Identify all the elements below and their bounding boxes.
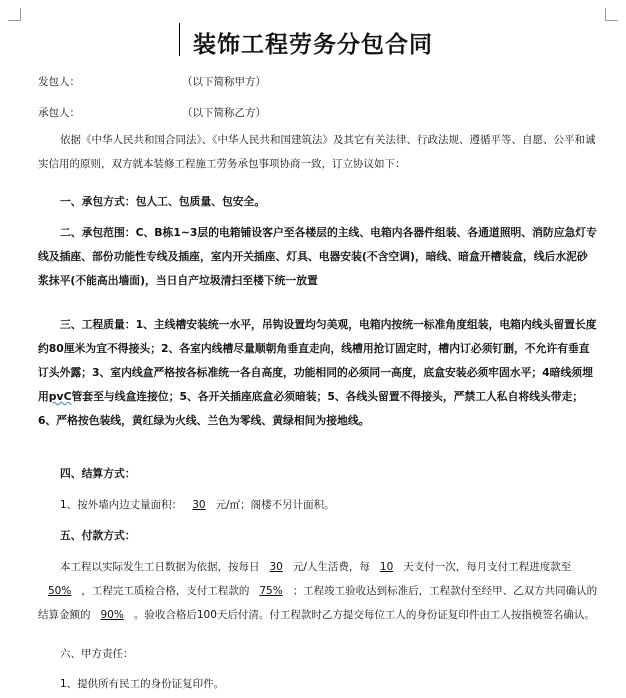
daily-allowance-field: 30	[269, 561, 283, 573]
section-3: 三、工程质量：1、主线槽安装统一水平，吊钩设置均匀美观，电箱内按统一标准角度组装，电箱内线头留置长度约80厘米为宜不得接头；2、各室内线槽尽量顺朝角垂直走向，线槽用抢订固定时，槽内订必须钉删，不允许有垂直订头外露；3、室内线盒严格按各标准统一各自高度，功能相同的必须同一高度，底盒安装必须牢固水平；4暗线须埋用pvC管套至与线盒连接位；5、各开关插座底盒必须暗装；5、各线头留置不得接头，严禁工人私自将线头带走；6、严格按色装线，黄红绿为火线、兰色为零线、黄绿相间为接地线。	[38, 318, 597, 427]
section-5-paragraph: 本工程以实际发生工日数据为依据，按每日 30 元/人生活费，每 10 天支付一次，每月支付工程进度款至50% ，工程完工质检合格，支付工程款的 75% ；工程竣工验收达到标准后，工程款付至经甲、乙双方共同确认的结算金额的 90% 。验收合格后100天后付清。付工程款时乙方提交每位工人的身份证复印件由工人按指模签名确认。	[38, 561, 598, 621]
section-1: 一、承包方式：包人工、包质量、包安全。	[60, 195, 266, 208]
section-6: 六、甲方责任：	[60, 648, 134, 660]
party-b-label: 承包人：	[38, 107, 80, 119]
party-a-label: 发包人：	[38, 76, 80, 88]
party-b-note: （以下简称乙方）	[182, 107, 266, 119]
text-cursor	[179, 23, 180, 56]
party-a-note: （以下简称甲方）	[182, 76, 266, 88]
spellcheck-word: pvC	[48, 390, 72, 403]
intro-paragraph: 依据《中华人民共和国合同法》、《中华人民共和国建筑法》及其它有关法律、行政法规、遵循平等、自愿、公平和诚实信用的原则，双方就本装修工程施工劳务承包事项协商一致，订立协议如下：	[38, 134, 596, 170]
section-5: 五、付款方式：	[60, 529, 136, 542]
page-corner-mark	[8, 8, 21, 21]
page-corner-mark	[605, 8, 618, 21]
area-price-field: 30	[192, 499, 206, 511]
section-6-item-1: 1、提供所有民工的身份证复印件。	[60, 678, 225, 690]
monthly-progress-field: 50%	[48, 585, 72, 597]
section-2: 二、承包范围：C、B栋1~3层的电箱铺设客户至各楼层的主线、电箱内各器件组装、各通道照明、消防应急灯专线及插座、部份功能性专线及插座，室内开关插座、灯具、电器安装(不含空调)，暗线、暗盒开槽装盒，线后水泥砂浆抹平(不能高出墙面)，当日自产垃圾清扫至楼下统一放置	[38, 226, 597, 287]
contract-title: 装饰工程劳务分包合同	[193, 31, 433, 58]
completion-payment-field: 75%	[259, 585, 283, 597]
section-4-item-1: 1、按外墙内边丈量面积： 30 元/㎡；阁楼不另计面积。	[60, 499, 335, 511]
payment-interval-field: 10	[379, 561, 394, 573]
section-4: 四、结算方式：	[60, 467, 136, 480]
final-settlement-field: 90%	[100, 609, 124, 621]
